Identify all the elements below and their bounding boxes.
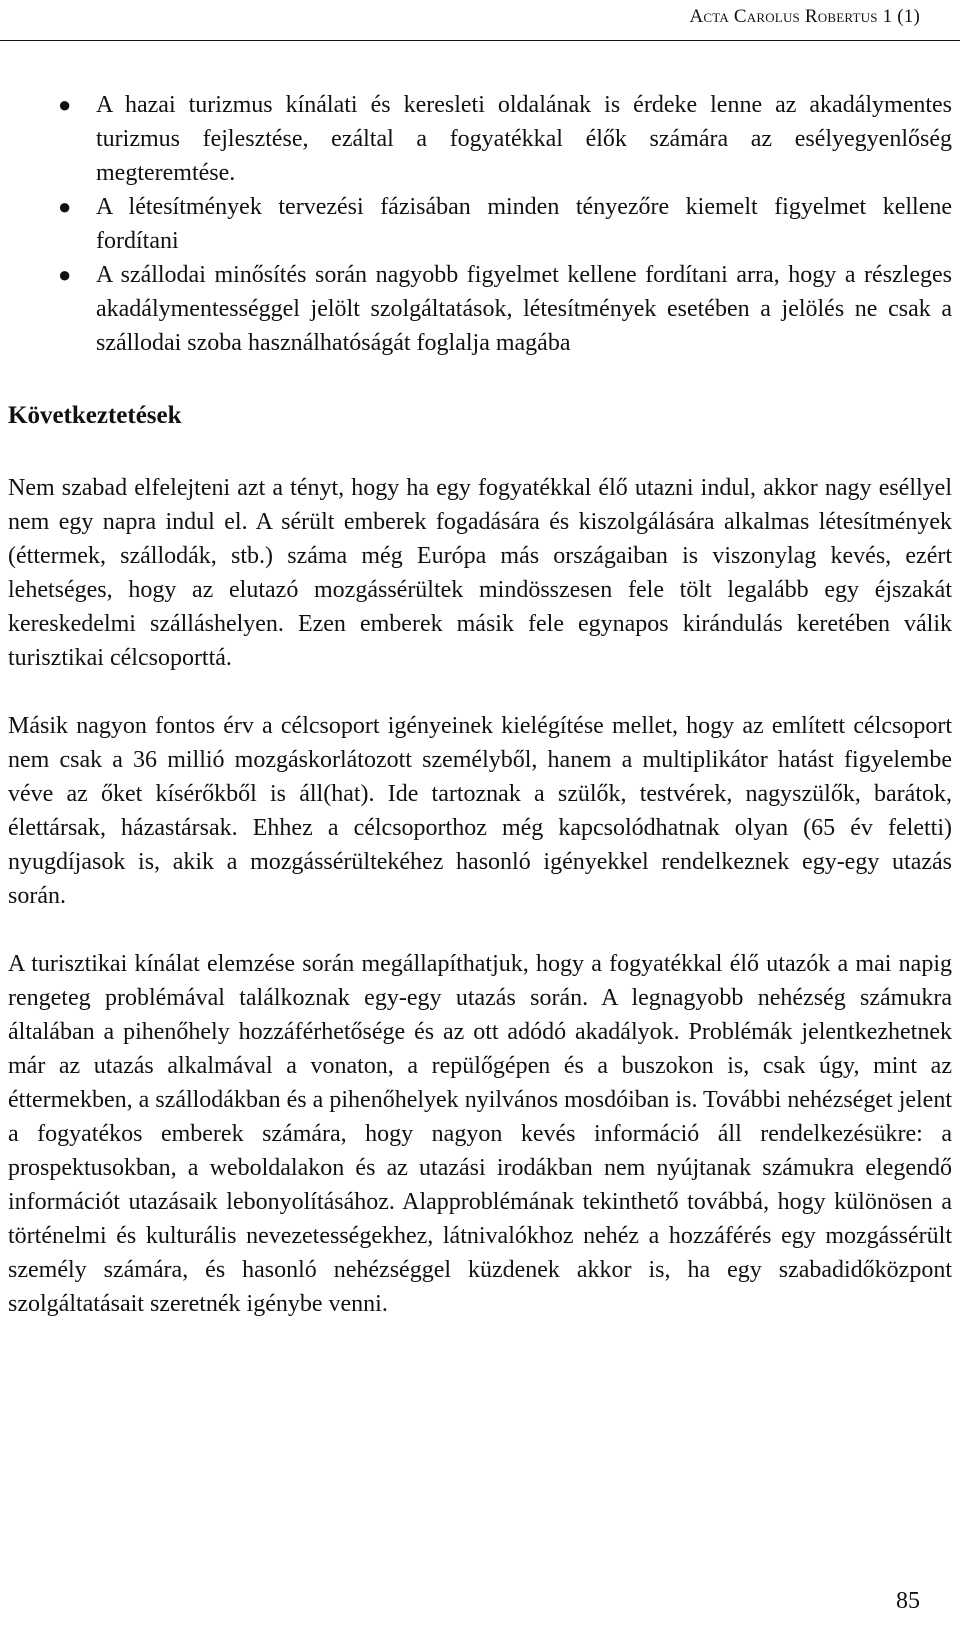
recommendation-list [8, 88, 952, 360]
bullet-icon: ● [58, 262, 72, 287]
list-item [8, 88, 952, 190]
paragraph: A turisztikai kínálat elemzése során megállapíthatjuk, hogy a fogyatékkal élő utazók a mai napig rengeteg problémával találkoznak egy-egy utazás során. A legnagyobb nehézség számukra általában a pihenőhely hozzáférhetősége és az ott adódó akadályok. Problémák jelentkezhetnek már az utazás alkalmával a vonaton, a repülőgépen és a buszokon is, csak úgy, mint az éttermekben, a szállodákban és a pihenőhelyek nyilvános mosdóiban is. További nehézséget jelent a fogyatékos emberek számára, hogy nagyon kevés információ áll rendelkezésükre: a prospektusokban, a weboldalakon és az utazási irodákban nem nyújtanak számukra elegendő információt utazásaik lebonyolításához. Alapproblémának tekinthető továbbá, hogy különösen a történelmi és kulturális nevezetességekhez, látnivalókhoz nehéz a hozzáférés egy mozgássérült személy számára, és hasonló nehézséggel küzdenek akkor is, ha egy szabadidőközpont szolgáltatásait szeretnék igénybe venni. [8, 951, 952, 1317]
list-item [8, 190, 952, 258]
header-rule [0, 40, 960, 41]
page-content [8, 88, 952, 1321]
list-item-text: A hazai turizmus kínálati és keresleti oldalának is érdeke lenne az akadálymentes turizmus fejlesztése, ezáltal a fogyatékkal élők számára az esélyegyenlőség megteremtése. [96, 92, 952, 186]
bullet-icon: ● [58, 194, 72, 219]
list-item-text: A szállodai minősítés során nagyobb figyelmet kellene fordítani arra, hogy a részleges akadálymentességgel jelölt szolgáltatások, létesítmények esetében a jelölés ne csak a szállodai szoba használhatóságát foglalja magába [96, 262, 952, 356]
list-item-text: A létesítmények tervezési fázisában minden tényezőre kiemelt figyelmet kellene fordítani [96, 194, 952, 254]
running-header: Acta Carolus Robertus 1 (1) [689, 6, 920, 27]
page-number: 85 [896, 1588, 920, 1614]
paragraph: Másik nagyon fontos érv a célcsoport igényeinek kielégítése mellet, hogy az említett célcsoport nem csak a 36 millió mozgáskorlátozott személyből, hanem a multiplikátor hatást figyelembe véve az őket kísérőkből is áll(hat). Ide tartoznak a szülők, testvérek, nagyszülők, barátok, élettársak, házastársak. Ehhez a célcsoporthoz még kapcsolódhatnak olyan (65 év feletti) nyugdíjasok is, akik a mozgássérültekéhez hasonló igényekkel rendelkeznek egy-egy utazás során. [8, 713, 952, 909]
section-heading: Következtetések [8, 402, 182, 429]
paragraph: Nem szabad elfelejteni azt a tényt, hogy ha egy fogyatékkal élő utazni indul, akkor nagy eséllyel nem egy napra indul el. A sérült emberek fogadására és kiszolgálására alkalmas létesítmények (éttermek, szállodák, stb.) száma még Európa más országaiban is viszonylag kevés, ezért lehetséges, hogy az elutazó mozgássérültek mindösszesen fele tölt legalább egy éjszakát kereskedelmi szálláshelyen. Ezen emberek másik fele egynapos kirándulás keretében válik turisztikai célcsoporttá. [8, 475, 952, 671]
bullet-icon: ● [58, 92, 72, 117]
list-item [8, 258, 952, 360]
